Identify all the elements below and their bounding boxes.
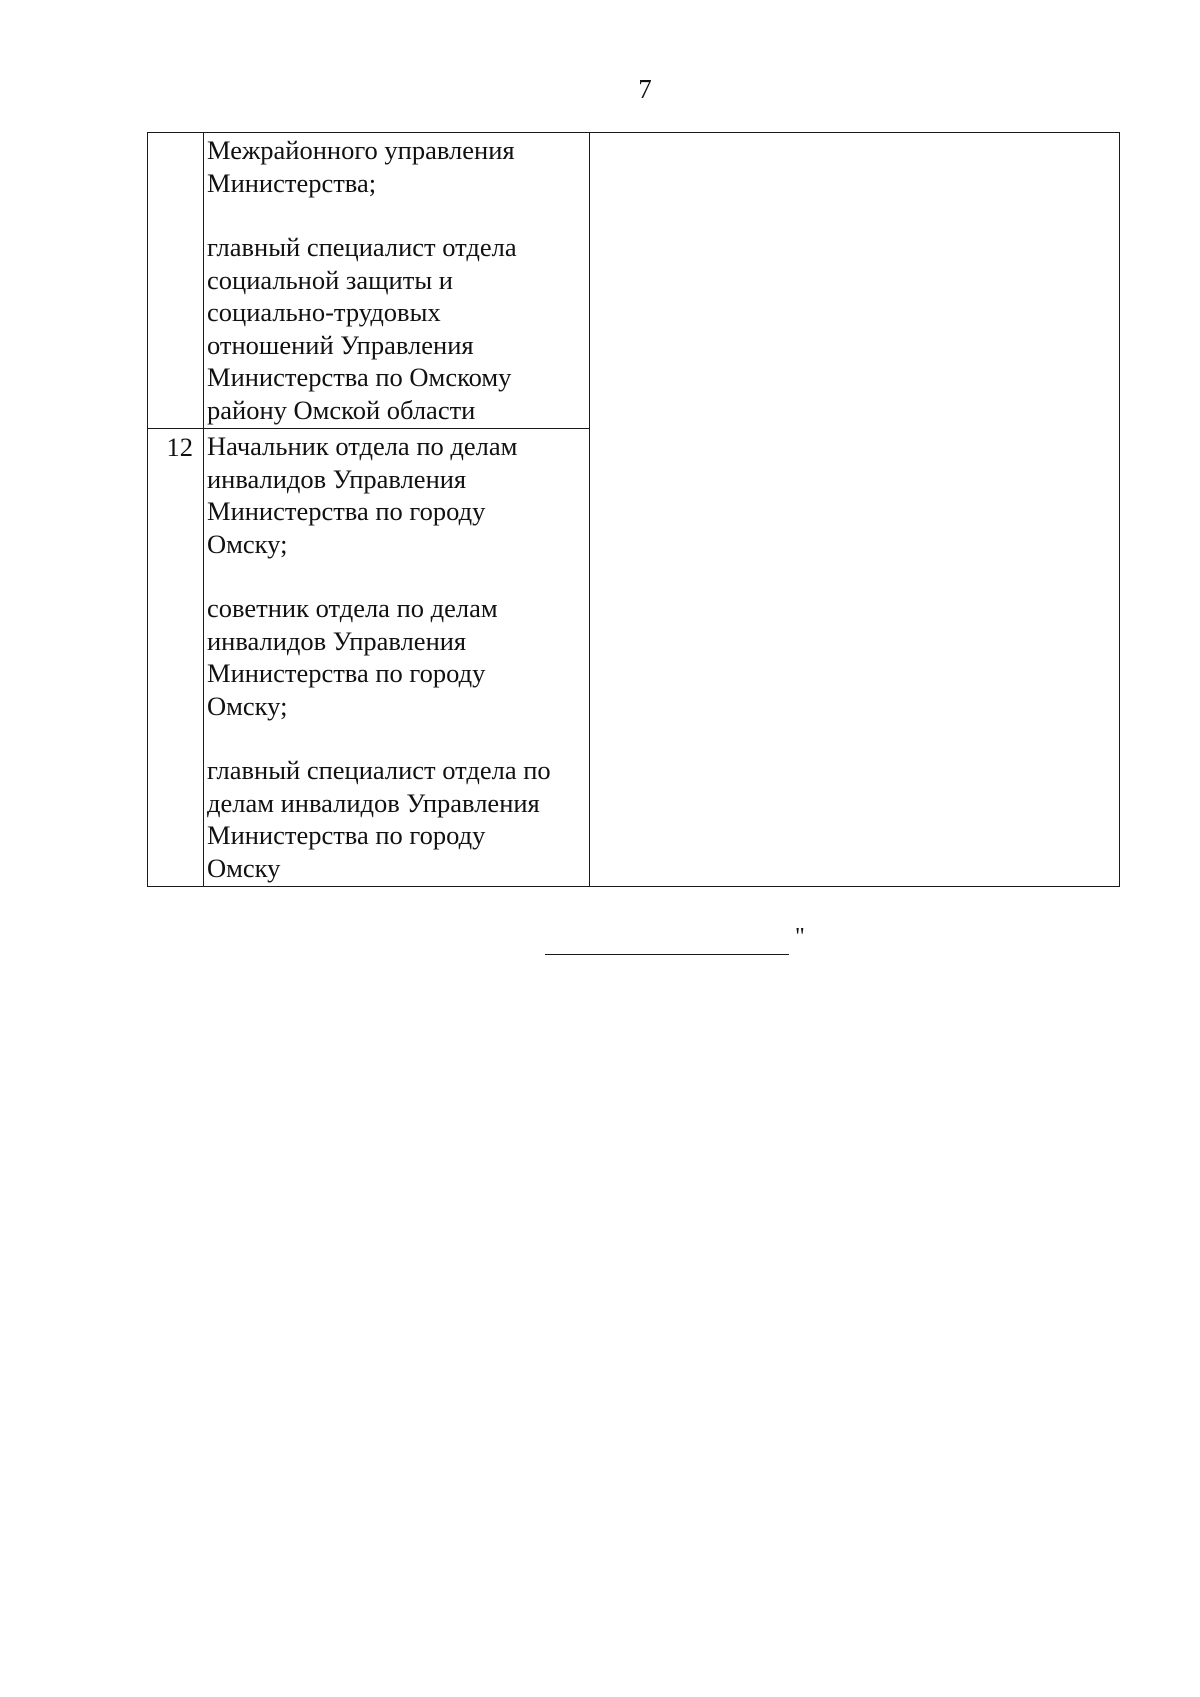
position-text: Начальник отдела по делам инвалидов Управления Министерства по городу Омску; [207,431,518,559]
positions-table [147,132,1120,887]
position-text: советник отдела по делам инвалидов Управления Министерства по городу Омску; [207,593,498,721]
positions-cell [204,133,590,429]
positions-cell [204,429,590,887]
position-text: главный специалист отдела социальной защиты и социально-трудовых отношений Управления Министерства по Омскому району Омской области [207,232,517,425]
position-text: Межрайонного управления Министерства; [207,135,515,198]
closing-line [545,954,789,955]
row-number-cell [148,133,204,429]
position-text: главный специалист отдела по делам инвалидов Управления Министерства по городу Омску [207,755,551,883]
closing-block [545,924,845,964]
closing-quote: " [795,924,805,950]
page-number: 7 [638,74,652,104]
table-row [148,133,1120,429]
row-number-cell: 12 [148,429,204,887]
details-cell [590,133,1120,887]
